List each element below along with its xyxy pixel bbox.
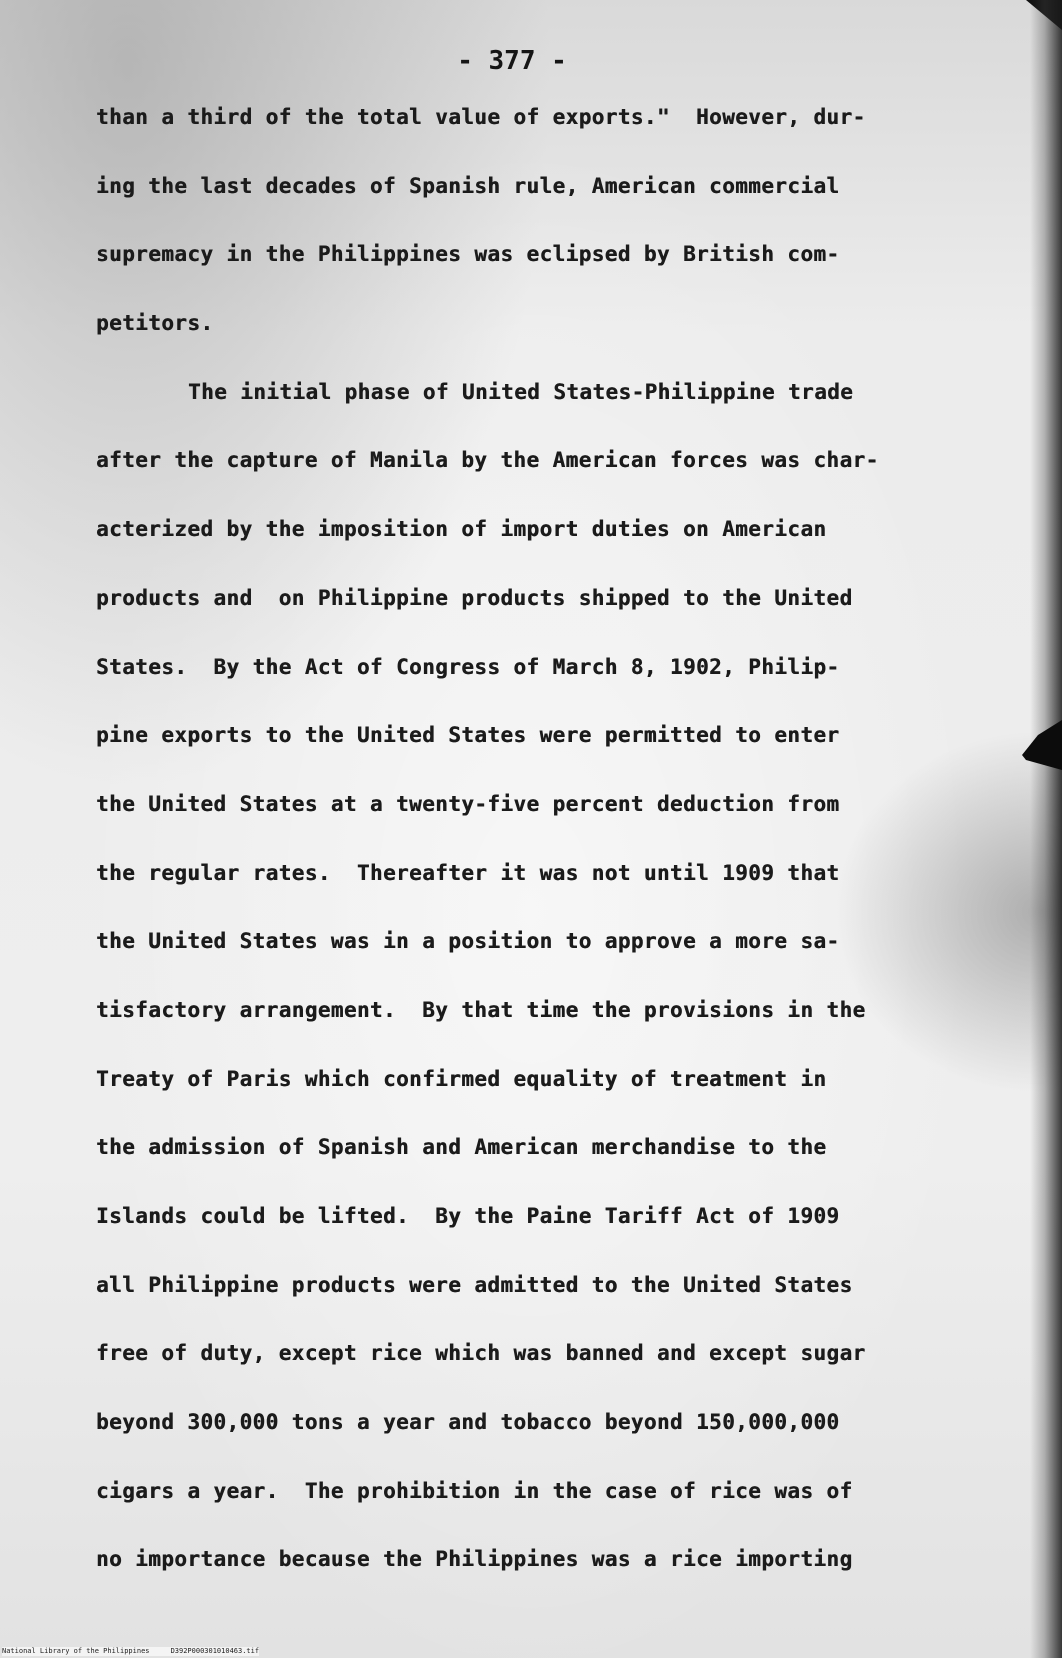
text-line: Islands could be lifted. By the Paine Tariff Act of 1909 [96,1204,840,1228]
text-line: all Philippine products were admitted to the United States [96,1272,853,1297]
text-line: beyond 300,000 tons a year and tobacco beyond 150,000,000 [96,1410,840,1435]
paragraph-first-line: The initial phase of United States-Philippine trade [188,379,854,404]
text-line: the admission of Spanish and American merchandise to the [96,1135,827,1160]
text-line: no importance because the Philippines was a rice importing [96,1547,853,1572]
body-text [96,102,976,1613]
page-number: - 377 - [457,46,567,76]
text-line: pine exports to the United States were permitted to enter [96,723,840,748]
archive-caption: National Library of the Philippines D392P000301010463.tif [2,1647,260,1655]
text-line: ing the last decades of Spanish rule, American commercial [96,173,840,198]
text-line: cigars a year. The prohibition in the case of rice was of [96,1478,853,1503]
text-line: the regular rates. Thereafter it was not until 1909 that [96,860,840,885]
text-line: free of duty, except rice which was banned and except sugar [96,1341,866,1366]
text-line: tisfactory arrangement. By that time the provisions in the [96,997,866,1022]
text-line: the United States was in a position to approve a more sa- [96,929,840,954]
text-line: after the capture of Manila by the American forces was char- [96,448,879,473]
text-line: States. By the Act of Congress of March 8, 1902, Philip- [96,654,840,679]
text-line: products and on Philippine products shipped to the United [96,585,853,610]
page-edge-shadow [1030,0,1062,1658]
text-line: petitors. [96,311,214,336]
text-line: than a third of the total value of exports." However, dur- [96,105,866,129]
text-line: the United States at a twenty-five percent deduction from [96,791,840,816]
text-line: Treaty of Paris which confirmed equality of treatment in [96,1066,827,1091]
text-line: acterized by the imposition of import duties on American [96,517,827,542]
text-line: supremacy in the Philippines was eclipsed by British com- [96,242,840,267]
